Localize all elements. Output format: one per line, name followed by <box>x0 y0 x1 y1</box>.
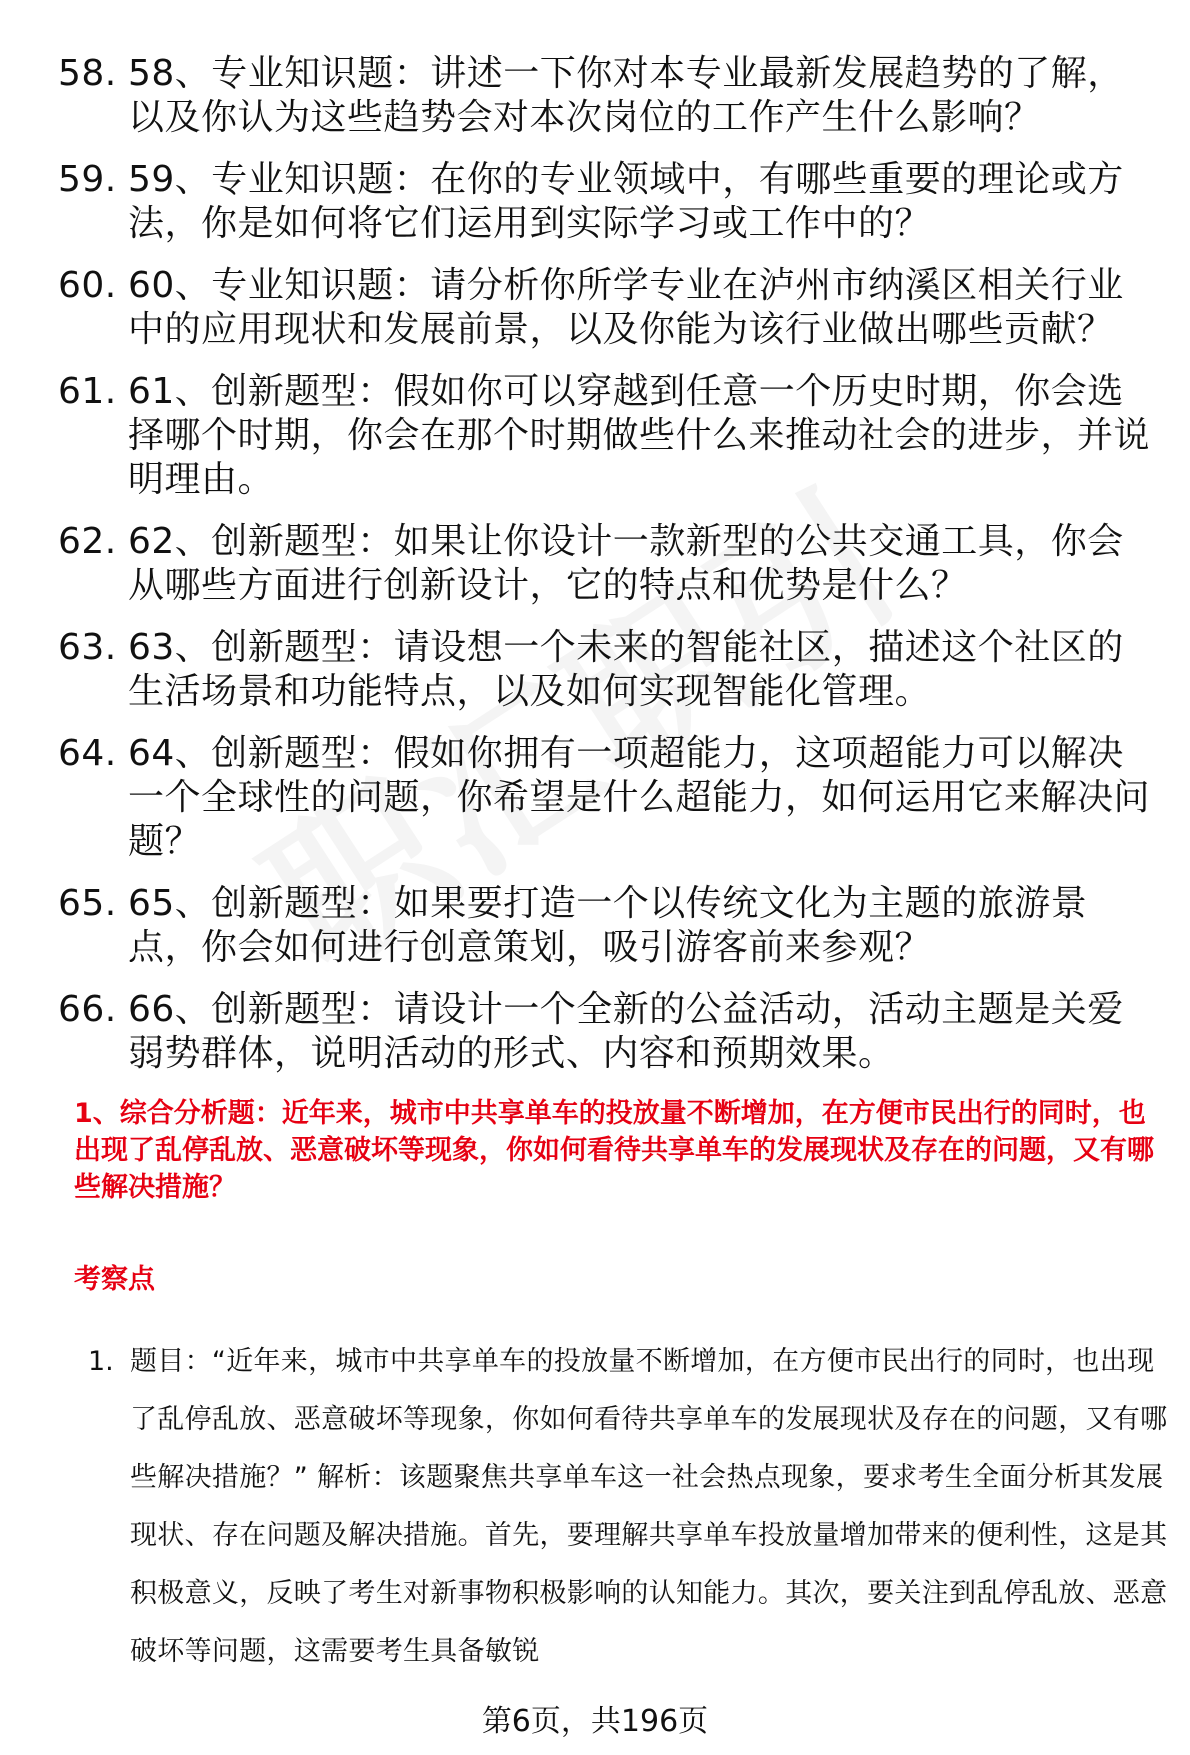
list-item <box>58 626 1158 714</box>
list-item-number: 66. <box>58 989 117 1030</box>
list-item-number: 59. <box>58 159 117 200</box>
list-item <box>58 264 1158 352</box>
list-item-number: 64. <box>58 733 117 774</box>
list-item-number: 62. <box>58 521 117 562</box>
list-item <box>58 732 1158 864</box>
list-item-text: 58、专业知识题：讲述一下你对本专业最新发展趋势的了解，以及你认为这些趋势会对本次岗位的工作产生什么影响？ <box>128 53 1124 138</box>
highlight-question: 1、综合分析题：近年来，城市中共享单车的投放量不断增加，在方便市民出行的同时，也出现了乱停乱放、恶意破坏等现象，你如何看待共享单车的发展现状及存在的问题，又有哪些解决措施？ <box>74 1098 1154 1203</box>
list-item <box>58 882 1158 970</box>
list-item-number: 1. <box>88 1346 114 1377</box>
list-item-number: 58. <box>58 53 117 94</box>
list-item <box>58 520 1158 608</box>
list-item <box>88 1333 1168 1681</box>
list-item-number: 63. <box>58 627 117 668</box>
answer-paragraph: 题目：“近年来，城市中共享单车的投放量不断增加，在方便市民出行的同时，也出现了乱停乱放、恶意破坏等现象，你如何看待共享单车的发展现状及存在的问题，又有哪些解决措施？” 解析：该题聚焦共享单车这一社会热点现象，要求考生全面分析其发展现状、存在问题及解决措施。首先，要理解共享单车投放量增加带来的便利性，这是其积极意义，反映了考生对新事物积极影响的认知能力。其次，要关注到乱停乱放、恶意破坏等问题，这需要考生具备敏锐 <box>130 1346 1168 1667</box>
list-item-text: 63、创新题型：请设想一个未来的智能社区，描述这个社区的生活场景和功能特点，以及如何实现智能化管理。 <box>128 627 1124 712</box>
list-item <box>58 370 1158 502</box>
list-item-number: 61. <box>58 371 117 412</box>
list-item-number: 60. <box>58 265 117 306</box>
section-heading: 考察点 <box>74 1264 155 1295</box>
list-item <box>58 988 1158 1076</box>
question-list <box>58 52 1158 1094</box>
page-footer: 第6页，共196页 <box>481 1704 709 1739</box>
list-item-text: 59、专业知识题：在你的专业领域中，有哪些重要的理论或方法，你是如何将它们运用到实际学习或工作中的？ <box>128 159 1124 244</box>
list-item-text: 62、创新题型：如果让你设计一款新型的公共交通工具，你会从哪些方面进行创新设计，它的特点和优势是什么？ <box>128 521 1124 606</box>
list-item-text: 60、专业知识题：请分析你所学专业在泸州市纳溪区相关行业中的应用现状和发展前景，以及你能为该行业做出哪些贡献？ <box>128 265 1124 350</box>
list-item-number: 65. <box>58 883 117 924</box>
list-item <box>58 158 1158 246</box>
list-item-text: 64、创新题型：假如你拥有一项超能力，这项超能力可以解决一个全球性的问题，你希望是什么超能力，如何运用它来解决问题？ <box>128 733 1151 862</box>
list-item <box>58 52 1158 140</box>
list-item-text: 61、创新题型：假如你可以穿越到任意一个历史时期，你会选择哪个时期，你会在那个时期做些什么来推动社会的进步，并说明理由。 <box>128 371 1151 500</box>
answer-list <box>88 1333 1168 1681</box>
list-item-text: 65、创新题型：如果要打造一个以传统文化为主题的旅游景点，你会如何进行创意策划，吸引游客前来参观？ <box>128 883 1088 968</box>
list-item-text: 66、创新题型：请设计一个全新的公益活动，活动主题是关爱弱势群体，说明活动的形式、内容和预期效果。 <box>128 989 1124 1074</box>
